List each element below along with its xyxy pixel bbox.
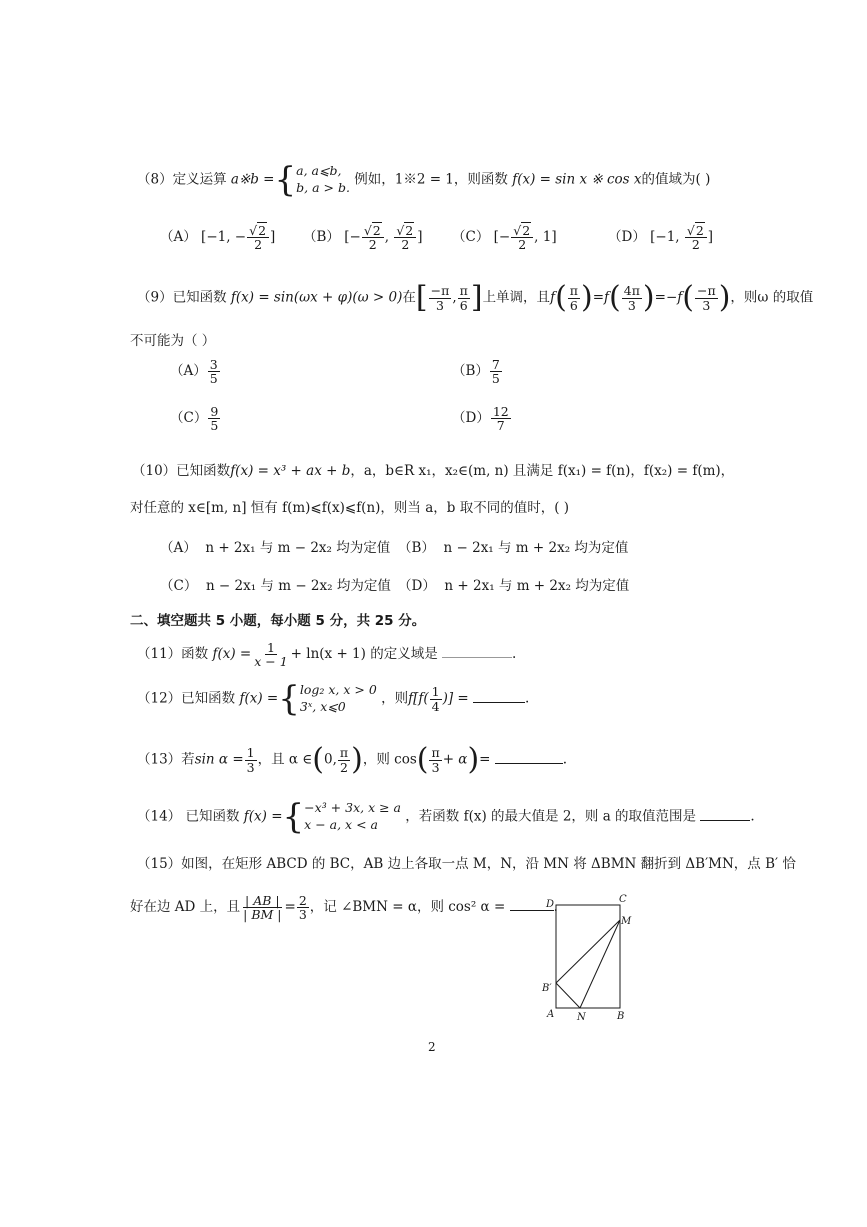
q14: （14） 已知函数 f(x) ={ −x³ + 3x, x ≥ a x − a, x < a ，若函数 f(x) 的最大值是 2，则 a 的取值范围是 . bbox=[137, 797, 755, 837]
q15-rectangle-figure bbox=[540, 893, 640, 1028]
label-b-prime: B′ bbox=[542, 983, 552, 994]
q8-option-b: （B） [− $\frac{√2}{2}$ , $\frac{√2}{2}$ ] bbox=[303, 223, 423, 253]
q10-option-a: （A） n + 2x₁ 与 m − 2x₂ 均为定值 bbox=[160, 540, 391, 556]
q10-stem-line2: 对任意的 x∈[m, n] 恒有 f(m)⩽f(x)⩽f(n)，则当 a，b 取不同的值时，( ) bbox=[130, 500, 570, 516]
q8-stem: （8）定义运算 a※b ={ a, a⩽b, b, a > b. 例如，1※2 = 1，则函数 f(x) = sin x ※ cos x的值域为( ) bbox=[137, 160, 711, 200]
q11: （11）函数 f(x) = $\frac{1}{x - 1}$ + ln(x + 1) 的定义域是 . bbox=[137, 640, 517, 670]
segment-mb-prime bbox=[556, 920, 620, 983]
q9-option-d: （D） $\frac{12}{7}$ bbox=[452, 404, 509, 434]
q10-option-d: （D） n + 2x₁ 与 m + 2x₂ 均为定值 bbox=[398, 578, 630, 594]
q9-stem: （9）已知函数 f(x) = sin(ωx + φ)(ω > 0)在[ $\frac{-\pi}{3}$ , $\frac{\pi}{6}$ ]上单调，且f( $\frac{\pi}{6}$ )=f( $\frac{4\pi}{3}$ )=−f( $\frac{-\pi}{3}$ )，则ω 的取值 bbox=[137, 280, 814, 315]
q9-stem-line2: 不可能为（ ） bbox=[130, 333, 216, 349]
q9-option-c: （C） $\frac{9}{5}$ bbox=[170, 404, 219, 434]
label-m: M bbox=[621, 916, 632, 927]
q13-answer-blank[interactable] bbox=[495, 763, 563, 764]
label-c: C bbox=[619, 894, 627, 905]
q8-option-d: （D） [−1, $\frac{√2}{2}$ ] bbox=[608, 223, 714, 253]
q8-option-c: （C） [− $\frac{√2}{2}$ , 1] bbox=[452, 223, 557, 253]
q12-answer-blank[interactable] bbox=[473, 702, 525, 703]
q9-option-a: （A） $\frac{3}{5}$ bbox=[170, 357, 218, 387]
label-n: N bbox=[577, 1012, 586, 1023]
q15-line1: （15）如图，在矩形 ABCD 的 BC，AB 边上各取一点 M，N，沿 MN 将 ΔBMN 翻折到 ΔB′MN，点 B′ 恰 bbox=[137, 856, 796, 872]
q14-answer-blank[interactable] bbox=[700, 820, 750, 821]
q12: （12）已知函数 f(x) ={ log₂ x, x > 0 3ˣ, x⩽0 ，则f[f( $\frac{1}{4}$ )] = . bbox=[137, 679, 530, 719]
segment-mn bbox=[580, 920, 620, 1008]
label-b: B bbox=[617, 1011, 625, 1022]
q10-stem-line1: （10）已知函数f(x) = x³ + ax + b，a，b∈R x₁，x₂∈(m, n) 且满足 f(x₁) = f(n)，f(x₂) = f(m)， bbox=[132, 463, 735, 479]
q11-answer-blank[interactable] bbox=[442, 657, 512, 658]
page-number: 2 bbox=[428, 1040, 436, 1054]
q8-option-a: （A） [−1, − $\frac{√2}{2}$ ] bbox=[160, 223, 276, 253]
q15-line2: 好在边 AD 上，且 $\frac{| AB |}{| BM |}$ = $\frac{2}{3}$ ，记 ∠BMN = α，则 cos² α = . bbox=[130, 893, 558, 923]
q9-option-b: （B） $\frac{7}{5}$ bbox=[452, 357, 500, 387]
q13: （13）若sin α = $\frac{1}{3}$ ，且 α ∈(0, $\frac{\pi}{2}$ )，则 cos( $\frac{\pi}{3}$ + α)= . bbox=[137, 742, 568, 777]
q10-option-c: （C） n − 2x₁ 与 m − 2x₂ 均为定值 bbox=[160, 578, 391, 594]
segment-b-prime-n bbox=[556, 983, 580, 1008]
q10-option-b: （B） n − 2x₁ 与 m + 2x₂ 均为定值 bbox=[398, 540, 629, 556]
label-a: A bbox=[547, 1009, 555, 1020]
section-2-heading: 二、填空题共 5 小题，每小题 5 分，共 25 分。 bbox=[130, 613, 426, 629]
label-d: D bbox=[546, 899, 555, 910]
